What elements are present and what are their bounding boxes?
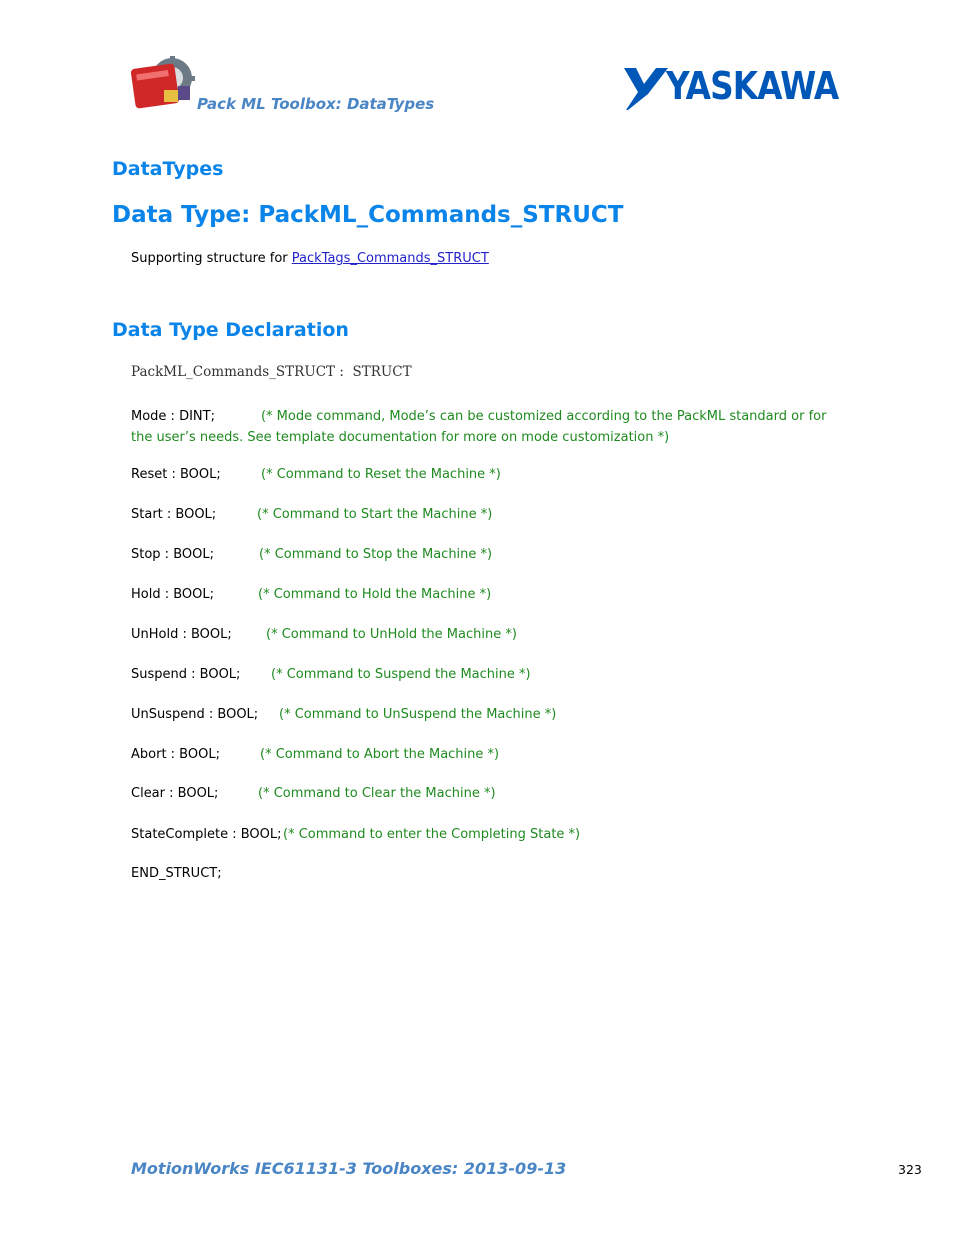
- yaskawa-logo: [622, 66, 844, 112]
- member-start: [131, 507, 493, 522]
- support-prefix: Supporting structure for: [131, 251, 292, 266]
- struct-declaration-line: PackML_Commands_STRUCT : STRUCT: [131, 364, 412, 380]
- member-code: Mode : DINT;: [131, 409, 215, 424]
- member-comment: (* Command to UnSuspend the Machine *): [279, 707, 557, 722]
- member-abort: [131, 747, 500, 762]
- declaration-heading: Data Type Declaration: [112, 319, 349, 341]
- member-comment: (* Mode command, Mode’s can be customized according to the PackML standard or for the user’s needs. See template documentation for more on mode customization *): [131, 409, 827, 445]
- member-code: Stop : BOOL;: [131, 547, 214, 562]
- member-mode: [131, 406, 841, 448]
- section-heading: DataTypes: [112, 158, 224, 180]
- member-code: Clear : BOOL;: [131, 786, 219, 801]
- page-number: 323: [898, 1162, 922, 1177]
- member-comment: (* Command to Suspend the Machine *): [271, 667, 531, 682]
- end-struct: END_STRUCT;: [131, 866, 222, 881]
- yaskawa-emblem-icon: [622, 66, 670, 112]
- member-code: StateComplete : BOOL;: [131, 827, 282, 842]
- member-comment: (* Command to Reset the Machine *): [261, 467, 501, 482]
- member-comment: (* Command to UnHold the Machine *): [266, 627, 517, 642]
- member-unhold: [131, 627, 517, 642]
- member-comment: (* Command to Clear the Machine *): [258, 786, 496, 801]
- member-code: Suspend : BOOL;: [131, 667, 241, 682]
- member-comment: (* Command to Start the Machine *): [257, 507, 493, 522]
- member-code: Hold : BOOL;: [131, 587, 215, 602]
- brand-name: YASKAWA: [666, 64, 839, 108]
- member-comment: (* Command to enter the Completing State *): [283, 827, 581, 842]
- toolbox-logo-icon: [130, 56, 200, 112]
- member-clear: [131, 786, 496, 801]
- member-code: Start : BOOL;: [131, 507, 217, 522]
- header-title: Pack ML Toolbox: DataTypes: [197, 95, 435, 113]
- packtags-commands-link[interactable]: PackTags_Commands_STRUCT: [291, 251, 489, 266]
- member-hold: [131, 587, 492, 602]
- member-code: UnHold : BOOL;: [131, 627, 232, 642]
- member-code: Reset : BOOL;: [131, 467, 221, 482]
- page-title: Data Type: PackML_Commands_STRUCT: [112, 202, 624, 228]
- member-comment: (* Command to Hold the Machine *): [258, 587, 492, 602]
- member-suspend: [131, 667, 531, 682]
- member-comment: (* Command to Stop the Machine *): [259, 547, 493, 562]
- member-reset: [131, 467, 501, 482]
- member-comment: (* Command to Abort the Machine *): [260, 747, 500, 762]
- member-code: Abort : BOOL;: [131, 747, 220, 762]
- footer-title: MotionWorks IEC61131-3 Toolboxes: 2013-09-13: [131, 1159, 567, 1178]
- member-unsuspend: [131, 707, 557, 722]
- member-statecomplete: [131, 827, 581, 842]
- member-code: UnSuspend : BOOL;: [131, 707, 259, 722]
- member-stop: [131, 547, 493, 562]
- support-text: [131, 251, 489, 266]
